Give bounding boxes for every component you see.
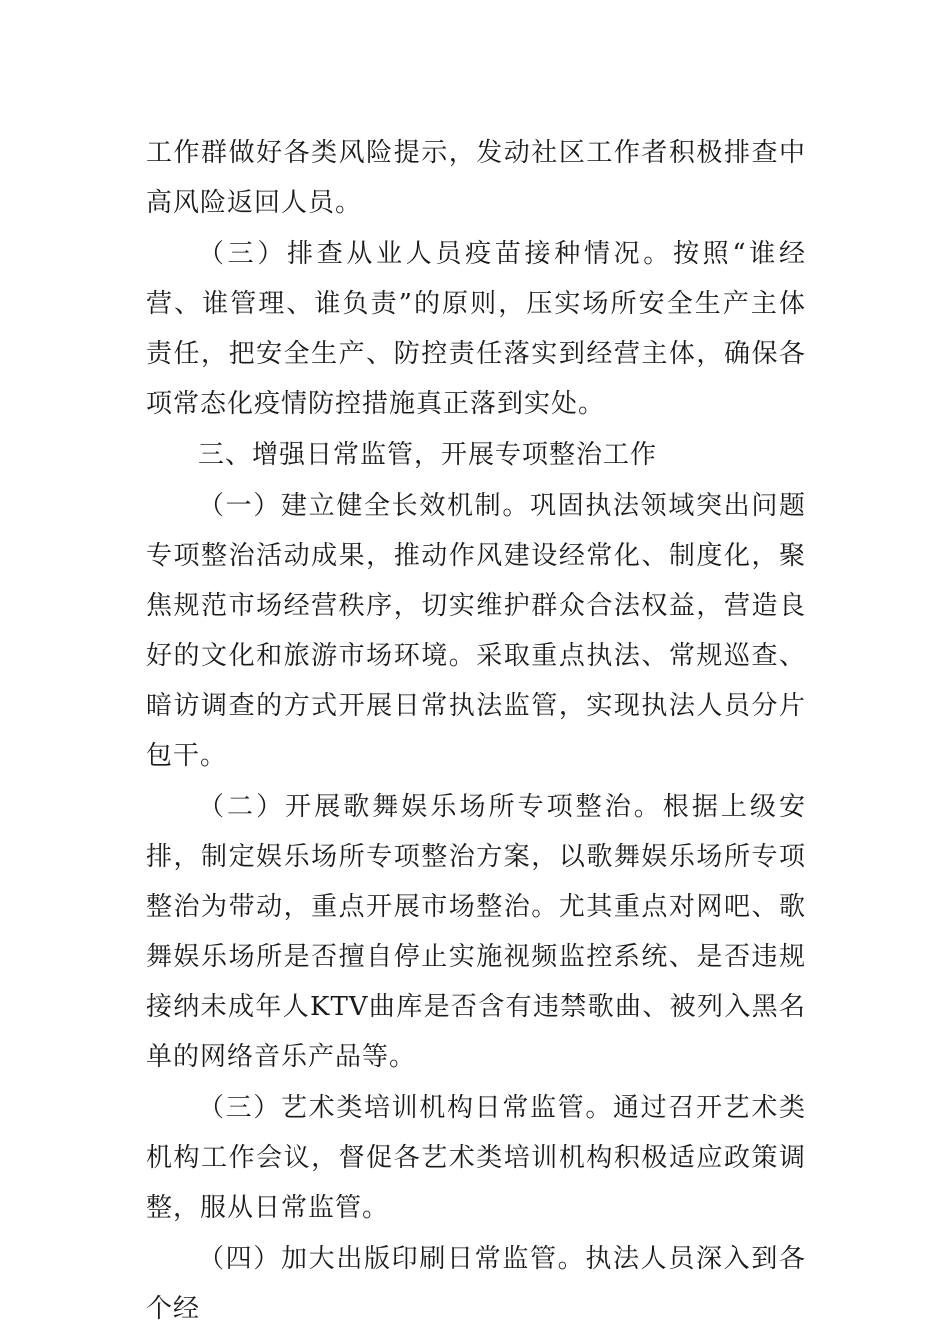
paragraph-6: （四）加大出版印刷日常监管。执法人员深入到各个经 [146,1244,806,1324]
document-body [146,128,806,1335]
section-heading: 三、增强日常监管，开展专项整治工作 [198,440,658,470]
paragraph-2: （三）排查从业人员疫苗接种情况。按照“谁经营、谁管理、谁负责”的原则，压实场所安全生产主体责任，把安全生产、防控责任落实到经营主体，确保各项常态化疫情防控措施真正落到实处。 [146,239,806,419]
paragraph-3: （一）建立健全长效机制。巩固执法领域突出问题专项整治活动成果，推动作风建设经常化、制度化，聚焦规范市场经营秩序，切实维护群众合法权益，营造良好的文化和旅游市场环境。采取重点执法、常规巡查、暗访调查的方式开展日常执法监管，实现执法人员分片包干。 [146,491,806,771]
paragraph-1: 工作群做好各类风险提示，发动社区工作者积极排查中高风险返回人员。 [146,138,806,218]
paragraph-4: （二）开展歌舞娱乐场所专项整治。根据上级安排，制定娱乐场所专项整治方案，以歌舞娱乐场所专项整治为带动，重点开展市场整治。尤其重点对网吧、歌舞娱乐场所是否擅自停止实施视频监控系统、是否违规接纳未成年人KTV曲库是否含有违禁歌曲、被列入黑名单的网络音乐产品等。 [146,792,806,1072]
paragraph-5: （三）艺术类培训机构日常监管。通过召开艺术类机构工作会议，督促各艺术类培训机构积极适应政策调整，服从日常监管。 [146,1093,806,1223]
